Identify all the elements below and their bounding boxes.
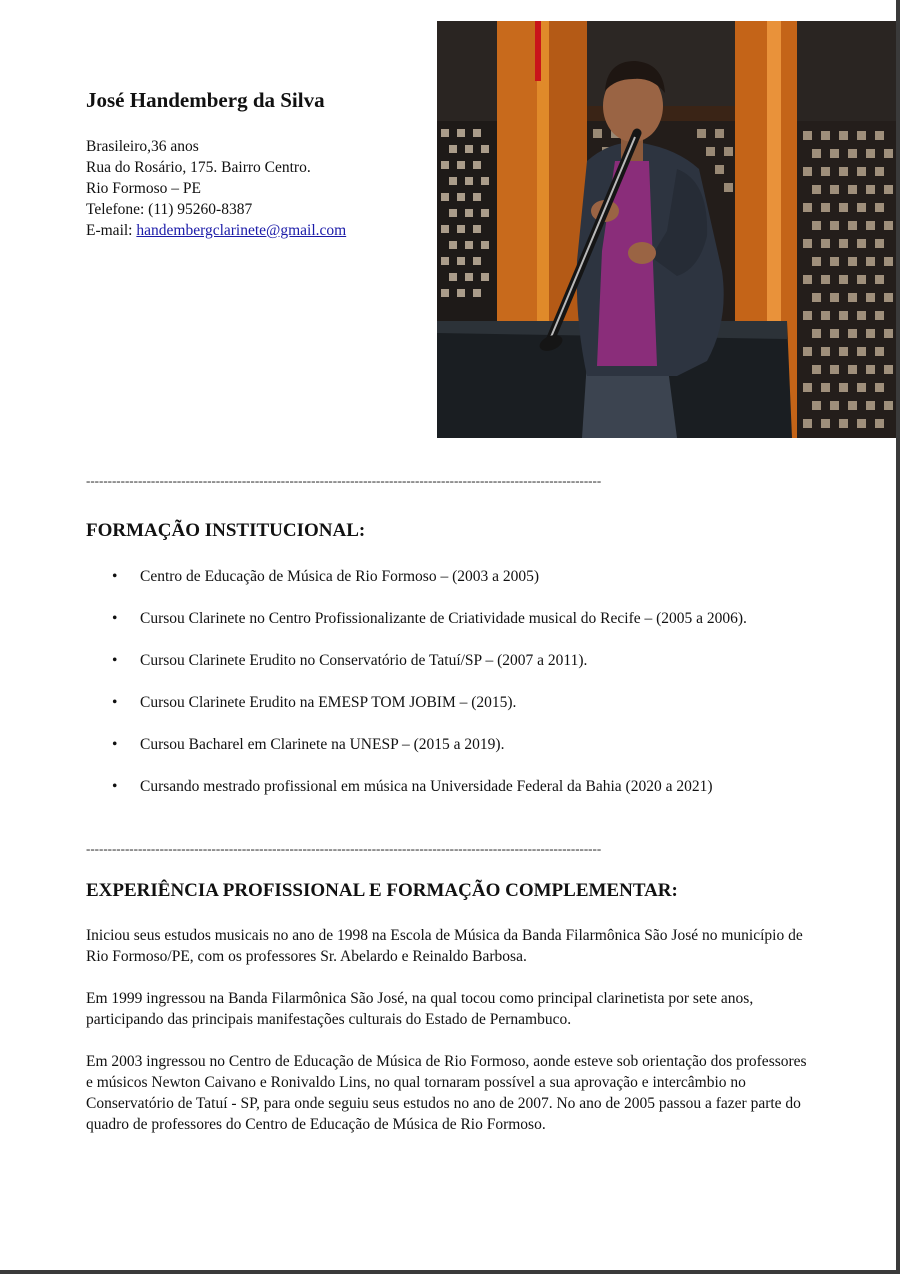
- person-name: José Handemberg da Silva: [86, 88, 325, 112]
- contact-city: Rio Formoso – PE: [86, 180, 201, 197]
- list-item: • Cursando mestrado profissional em música na Universidade Federal da Bahia (2020 a 2021): [112, 778, 713, 795]
- contact-address: Rua do Rosário, 175. Bairro Centro.: [86, 159, 311, 176]
- bullet: •: [112, 736, 118, 753]
- bullet: •: [112, 610, 118, 627]
- bullet: •: [112, 652, 118, 669]
- bullet: •: [112, 778, 118, 795]
- email-label: E-mail:: [86, 222, 137, 239]
- profile-photo: [437, 21, 896, 438]
- separator-line: -----------------------------------------------------------------------------------------------------------------------: [86, 474, 602, 488]
- experience-paragraph: Iniciou seus estudos musicais no ano de 1998 na Escola de Música da Banda Filarmônica São José no município de Rio Formoso/PE, com os professores Sr. Abelardo e Reinaldo Barbosa.: [86, 927, 803, 965]
- education-title: FORMAÇÃO INSTITUCIONAL:: [86, 520, 366, 541]
- bullet: •: [112, 568, 118, 585]
- list-item: • Cursou Clarinete no Centro Profissionalizante de Criatividade musical do Recife – (2005 a 2006).: [112, 610, 747, 627]
- list-item: • Cursou Clarinete Erudito na EMESP TOM JOBIM – (2015).: [112, 694, 517, 711]
- separator-line: -----------------------------------------------------------------------------------------------------------------------: [86, 842, 602, 856]
- email-link[interactable]: handembergclarinete@gmail.com: [136, 222, 347, 239]
- contact-block: [86, 136, 346, 241]
- contact-phone: Telefone: (11) 95260-8387: [86, 201, 253, 218]
- contact-email-line: [86, 220, 346, 241]
- experience-paragraph: Em 1999 ingressou na Banda Filarmônica São José, na qual tocou como principal clarinetista por sete anos, participando das principais manifestações culturais do Estado de Pernambuco.: [86, 990, 754, 1028]
- contact-nationality-age: Brasileiro,36 anos: [86, 138, 199, 155]
- list-item: • Cursou Clarinete Erudito no Conservatório de Tatuí/SP – (2007 a 2011).: [112, 652, 588, 669]
- list-item: • Cursou Bacharel em Clarinete na UNESP – (2015 a 2019).: [112, 736, 505, 753]
- bullet: •: [112, 694, 118, 711]
- education-list: [110, 566, 822, 818]
- experience-paragraph: Em 2003 ingressou no Centro de Educação de Música de Rio Formoso, aonde esteve sob orientação dos professores e músicos Newton Caivano e Ronivaldo Lins, no qual tornaram possível a sua aprovação e intercâmbio no Conservatório de Tatuí - SP, para onde seguiu seus estudos no ano de 2007. No ano de 2005 passou a fazer parte do quadro de professores do Centro de Educação de Música de Rio Formoso.: [86, 1053, 807, 1133]
- experience-title: EXPERIÊNCIA PROFISSIONAL E FORMAÇÃO COMPLEMENTAR:: [86, 880, 678, 901]
- experience-body: [86, 925, 816, 1156]
- list-item: • Centro de Educação de Música de Rio Formoso – (2003 a 2005): [112, 568, 540, 585]
